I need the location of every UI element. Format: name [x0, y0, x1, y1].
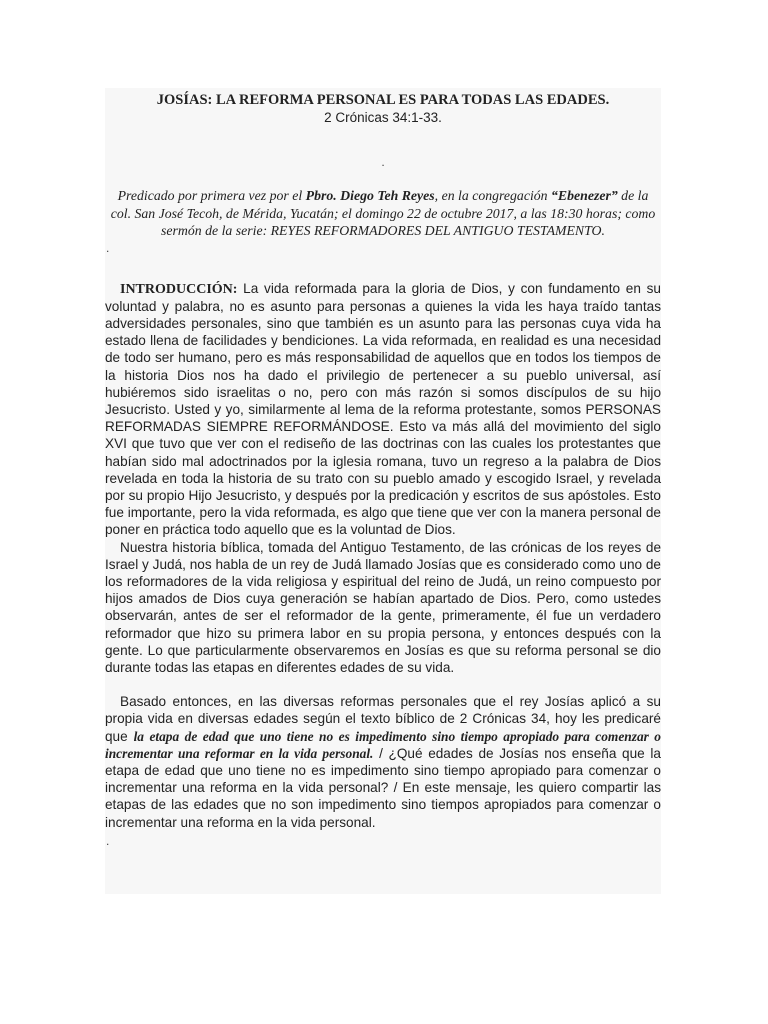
separator-dot: .	[106, 240, 110, 255]
separator-dot: .	[106, 833, 110, 848]
intro-text: La vida reformada para la gloria de Dios, y con fundamento en su voluntad y palabra, no es asunto para personas a quienes la vida les haya traído tantas adversidades personales, sino que también es un asunto para las personas cuya vida ha estado llena de facilidades y bendiciones. La vida reformada, en realidad es una necesidad de todo ser humano, pero es más responsabilidad de aquellos que en todos los tiempos de la historia Dios nos ha dado el privilegio de pertenecer a su pueblo universal, así hubiéremos sido israelitas o no, pero con más razón si somos discípulos de su hijo Jesucristo. Usted y yo, similarmente al lema de la reforma protestante, somos PERSONAS REFORMADAS SIEMPRE REFORMÁNDOSE. Esto va más allá del movimiento del siglo XVI que tuvo que ver con el rediseño de las doctrinas con las cuales los protestantes que habían sido mal adoctrinados por la iglesia romana, tuvo un regreso a la palabra de Dios revelada en toda la historia de su trato con su pueblo amado y escogido Israel, y revelada por su propio Hijo Jesucristo, y después por la predicación y escritos de sus apóstoles. Esto fue importante, pero la vida reformada, es algo que tiene que ver con la manera personal de poner en práctica todo aquello que es la voluntad de Dios.	[105, 280, 661, 538]
thesis-lead: Basado entonces, en las diversas reformas personales que el rey Josías aplicó a su propia vida en diversas edades según el texto bíblico de 2 Crónicas 34, hoy les predicaré que	[105, 694, 661, 744]
thesis-after: / ¿Qué edades de Josías nos enseña que la etapa de edad que uno tiene no es impedimento sino tiempo apropiado para comenzar o incrementar una reforma en la vida personal? / En este mensaje, les quiero compartir las etapas de las edades que no son impedimento sino tiempos apropiados para comenzar o incrementar una reforma en la vida personal.	[105, 745, 661, 830]
separator-dot: .	[381, 155, 385, 169]
story-paragraph: Nuestra historia bíblica, tomada del Antiguo Testamento, de las crónicas de los reyes de Israel y Judá, nos habla de un rey de Judá llamado Josías que es considerado como uno de los reformadores de la vida religiosa y espiritual del reino de Judá, un reino compuesto por hijos amados de Dios cuya generación se habían apartado de Dios. Pero, como ustedes observarán, antes de ser el reformador de la gente, primeramente, él fue un verdadero reformador que hizo su primera labor en su propia persona, y entonces después con la gente. Lo que particularmente observaremos en Josías es que su reforma personal se dio durante todas las etapas en diferentes edades de su vida.	[105, 539, 661, 675]
intro-label: INTRODUCCIÓN:	[120, 281, 238, 297]
preached-prefix: Predicado por primera vez por el	[117, 188, 306, 203]
preached-middle: , en la congregación	[434, 188, 552, 203]
bible-reference: 2 Crónicas 34:1-33.	[324, 110, 442, 125]
preached-suffix: de la col. San José Tecoh, de Mérida, Yucatán; el domingo 22 de octubre 2017, a las 18:30 horas; como sermón de la serie: REYES REFORMADORES DEL ANTIGUO TESTAMENTO.	[110, 188, 656, 238]
thesis-paragraph	[105, 693, 661, 831]
preached-note	[105, 187, 661, 240]
preacher-name: Pbro. Diego Teh Reyes	[305, 188, 435, 203]
intro-paragraph	[105, 280, 661, 539]
sermon-title: JOSÍAS: LA REFORMA PERSONAL ES PARA TODAS LAS EDADES.	[156, 92, 610, 108]
thesis-statement: la etapa de edad que uno tiene no es impedimento sino tiempo apropiado para comenzar o incrementar una reformar en la vida personal.	[105, 728, 662, 761]
document-content	[105, 88, 661, 894]
congregation-name: “Ebenezer”	[551, 188, 618, 203]
